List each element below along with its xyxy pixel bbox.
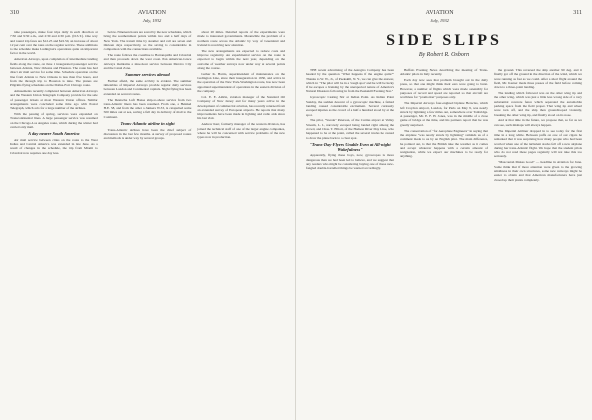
paragraph: The Deutsche Luft Hansa ship-to-shore service from two trans-Atlantic liners has been resumed. From one, a Heinkel H.E. 58, and from the other a Junkers W.33, is catapulted some 500 miles out at sea, saving a full day in delivery of mail to the Continent. [103, 97, 192, 119]
paragraph: Gyroscopic Casting Stir at Indian Point. As Indian Point Sunday, the sudden descent of a gyroscopic machine, a famed landing caused considerable excitement. Several curiously escaped injuries as the crowd of a half a hundred stood by at the spot. [306, 95, 394, 117]
paragraph: Each day now sees that problem brought out in the daily press, so that one might think their ears were going to burst. However, a number of flights which were made ostensibly for purposes of record and speed are reported so that aircraft are worthless for "promotion" purposes only. [400, 78, 488, 100]
paragraph: With the passing of spring, services were expanded on Transcontinental lines. A large passenger service was resumed on the Chicago-Los Angeles route, which during the winter had carried only mail. [10, 112, 98, 130]
paragraph: Buffalo Evening News describing the meeting of Trans-Atlantic pilots in Italy recently. [400, 68, 488, 77]
left-date: July, 1932 [142, 18, 162, 23]
paragraph: The Imperial Airliner dropped in to see today for the first time in a long while. Between puffs on one of our cigars he remarked that it was surprising how many people who had been worried when one of the turbulent stacks fell off a new airplane during her trans-Atlantic flight. We hope that the student pilots who do not read these pages regularly will not take this too seriously. [494, 128, 582, 159]
paragraph: The landing which followed was on the other wing tip and the other wing, which was just a little less wrong side of a very substantial concrete fence which separated the automobile parking space from the field proper. That wing tip and wheel were torn off, and the ship then groundlooped violently, breaking the other wing tip, and finally stood on its nose. [494, 91, 582, 117]
article-byline: By Robert R. Osborn [418, 52, 470, 58]
paragraph: Apparently, flying these boys, now, gyroscopes is more dangerous than we had been led to believe, and we suggest that any readers who might be considering buying one of these new-fangled double-barrelled things be warned accordingly. [306, 153, 394, 171]
paragraph: "Mascoutah Makes Good" — headline in Aviation for June. Some think that if more attention were given to the growing smallness in their own structures, some new runways might be easier to obtain and that American manufacturers have just closed up their plants completely. [494, 160, 582, 182]
paragraph: Col. E. E. Aldrin, aviation manager of the Standard Oil Company of New Jersey and for many years active in the development of commercial aviation, has recently returned from an extended survey of European airports. He reports that many improvements have been made in lighting and radio aids since his last visit. [197, 94, 286, 121]
paragraph: Further afield, the same activity is evident. The summer timetables of Imperial Airways provide regular daily services between London and Continental capitals. Night flying has been extended on several routes. [103, 78, 192, 96]
paragraph: THE recent advertising of the Autogiro Company has been headed by the question "What happens if the engine quits?" Thanks to W. W., Jr., of Peekskill, N. Y., we can give the answer, which is: "The pilot will be in a 'tough spot' and he will be lucky if he escapes a bruising by the unexpected nature of America's Natural Disasters following in from the Peekskill Evening Star." [306, 68, 394, 94]
left-page-number: 310 [10, 10, 19, 16]
left-running-head [10, 10, 285, 24]
paragraph: below. Nineteen hours are saved by the new schedules, which bring the southernmost points within two and a half days of New York. The transit time by steamer and rail are seven and thirteen days respectively, so the saving is considerable in comparison with the connections available. [103, 30, 192, 52]
left-columns [10, 30, 285, 157]
right-page-number: 311 [573, 10, 582, 16]
paragraph: The Imperial Airways four-engined biplane Heracles, which left Croydon Airport, London, for Paris on May 9, was nearly struck by lightning a few miles out, somewhere over Tonbridge. A passenger, Mr. E. F. H. Jones, was in the middle of a close game of bridge at the time, and his partners report that he was greatly surprised. [400, 101, 488, 127]
right-date: July, 1932 [430, 18, 449, 23]
paragraph: The route follows the coastline to Barranquilla and Cristobal and then proceeds down the west coast. Pan American-Grace Airways maintains a nine-hour service between Mexico City and the Canal Zone. [103, 53, 192, 70]
right-columns [306, 68, 582, 183]
paragraph: The pilot, "Swede" Peterson, of the Curtiss airport at Valley Stream, L. I., narrowly escaped being landed right among the crowd, and Chas. T. Elliott, of the Hudson River Day Line, who happened to be at the point, called the several trucks he owned to draw the plane back to a clear spot. [306, 118, 394, 140]
right-running-title: AVIATION [425, 10, 454, 16]
paragraph: The new arrangements are expected to reduce costs and improve regularity. An experimental service on the route is expected to begin within the next year, depending on the outcome of weather surveys now under way at several points along the course. [197, 48, 286, 70]
paragraph: Luther K. Harris, superintendent of maintenance on the Ludington Line, since their inauguration in 1930, and active in the operation of the New York-Washington route, has now been appointed superintendent of operations in the eastern division of the company. [197, 71, 286, 94]
right-running-head [306, 10, 582, 24]
paragraph: American Airways, upon completion of intermediate landing fields along the route, on June 1 inaugurated passenger service between Atlanta, New Orleans and Houston. The route has had direct air mail service for some time. Schedule operation on the line from Atlanta to New Orleans is less than five hours, and from the through trip to Houston is nine. The planes are Pilgrims flying schedules on the Dallas-Fort Chicago route. [10, 57, 98, 88]
article-title: SIDE SLIPS [386, 32, 502, 49]
paragraph: Air mail service between cities on the route to the West Indies and Central America was extended in late June. As a result of changes in the schedule, the trip from Miami to Cristobal now requires one day less. [10, 137, 98, 155]
right-column-1 [306, 68, 394, 183]
paragraph: Andrew Kerr, formerly manager of the western division, has joined the technical staff of one of the larger engine companies, where he will be concerned with service problems of the new types now in production. [197, 122, 286, 140]
paragraph: about 20 miles. Detailed reports of the experiments were made to interested governments. Meanwhile the problem of a northern route across the Atlantic by way of Greenland and Iceland is receiving new attention. [197, 30, 286, 47]
paragraph: Trans-Atlantic airlines have been the chief subject of discussion in the last few months. A survey of proposed routes and methods is under way by several groups. [103, 127, 192, 141]
section-subhead: Trans-Atlantic airline in sight [120, 121, 175, 127]
left-column-1 [10, 30, 98, 157]
paragraph: And at that time in the future, we propose that, so far as we can see, such mishaps will always happen. [494, 118, 582, 127]
left-column-3 [197, 30, 285, 157]
paragraph: Amusements recently completed between American Airways and the Western Union Telegraph Company provide for the sale of passenger tickets at most Western Union offices. Similar arrangements were concluded some time ago with Postal Telegraph, which acts for a large number of the airlines. [10, 89, 98, 111]
paragraph: The conservation of "for Aeroplane Engineers" in saying that the airplane "was nearly struck by lightning" reminds us of a comment made to us by an English pilot. The main difference, he pointed out, is that the British take the weather as it comes and accept whatever happens with a certain amount of resignation, while we expect our machines to be ready for anything. [400, 128, 488, 159]
left-column-2 [104, 30, 192, 157]
paragraph: the ground. This reversed the ship another 90 deg. and it finally got off the ground in the direction of the wind, which we were running as fast as we could. After a short flight around the field, Mr. Kerner made three passes of the field before coming down to a three-point landing. [494, 68, 582, 90]
left-running-title: AVIATION [138, 10, 166, 16]
article-header [306, 32, 582, 58]
right-page [296, 0, 592, 420]
right-column-2 [400, 68, 488, 183]
section-subhead: "Trans-Day-Flyers Unable Even at All-night Wakefulness" [309, 141, 391, 152]
right-column-3 [494, 68, 582, 183]
section-subhead: A day nearer South America [28, 131, 80, 137]
section-subhead: Summer services abroad [125, 72, 170, 78]
paragraph: nine passengers, make four trips daily in each direction at 7:30 and 9:30 a.m., and 2:30 and 4:30 p.m. (D.S.T.). One way and round trip fares are $12.25 and $22.50, an increase of about 12 per cent over the rates on the regular service. These additions to the schedule make Ludington's operations quite an important factor in the world. [10, 30, 98, 56]
